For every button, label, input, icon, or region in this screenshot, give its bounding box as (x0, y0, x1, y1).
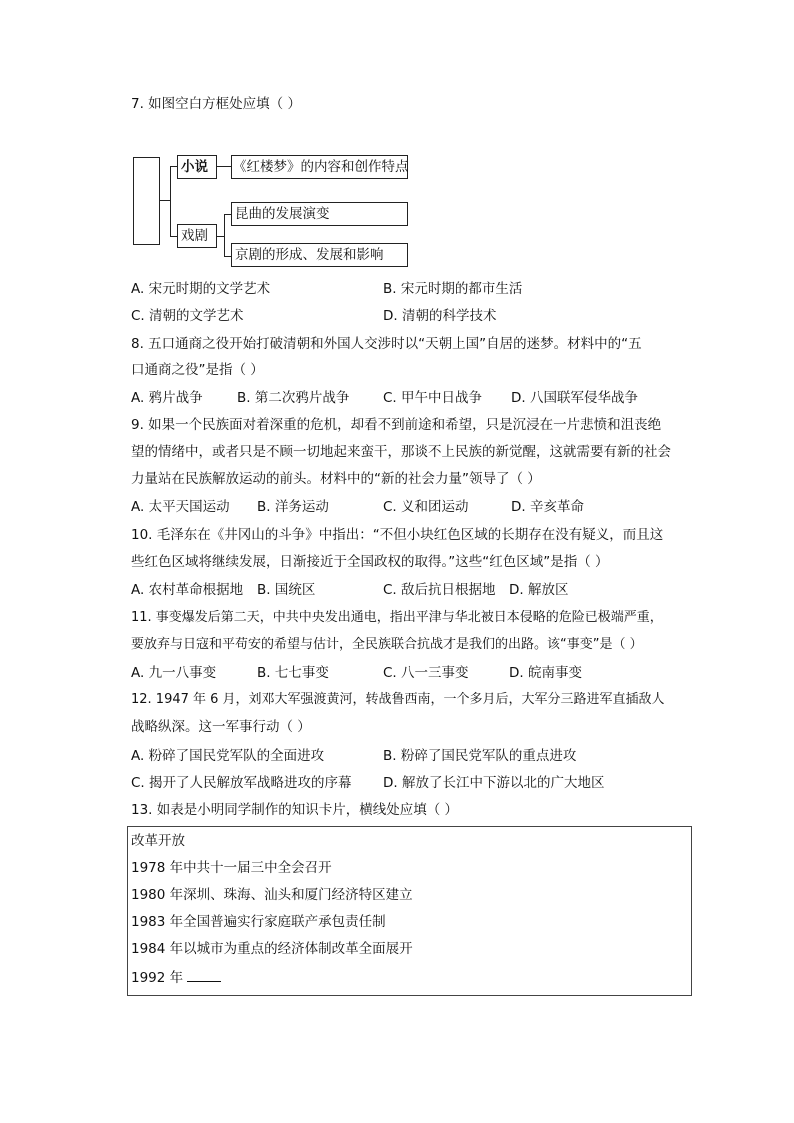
q12-option-d: D. 解放了长江中下游以北的广大地区 (383, 775, 605, 791)
card-title: 改革开放 (131, 833, 185, 849)
q9-option-d: D. 辛亥革命 (511, 499, 584, 515)
xiaoshuo-label: 小说 (181, 159, 208, 175)
q8-stem-line-2: 口通商之役”是指（ ） (131, 362, 264, 378)
q8-option-a: A. 鸦片战争 (131, 390, 203, 406)
q11-option-c: C. 八一三事变 (383, 665, 469, 681)
card-item-1984: 1984 年以城市为重点的经济体制改革全面展开 (131, 941, 413, 957)
q10-option-b: B. 国统区 (257, 582, 316, 598)
q8-option-c: C. 甲午中日战争 (383, 390, 483, 406)
q8-option-d: D. 八国联军侵华战争 (511, 390, 638, 406)
q11-stem-line-2: 要放弃与日寇和平苟安的希望与估计，全民族联合抗战才是我们的出路。该“事变”是（ ） (131, 637, 643, 652)
q8-stem-line-1: 8. 五口通商之役开始打破清朝和外国人交涉时以“天朝上国”自居的迷梦。材料中的“五 (131, 336, 642, 352)
card-item-1983: 1983 年全国普遍实行家庭联产承包责任制 (131, 914, 386, 930)
q7-stem: 7. 如图空白方框处应填（ ） (131, 96, 301, 112)
card-item-1992 (131, 967, 221, 988)
xiju-label: 戏剧 (181, 228, 208, 244)
q11-option-a: A. 九一八事变 (131, 665, 217, 681)
q11-option-d: D. 皖南事变 (509, 665, 582, 681)
q9-option-b: B. 洋务运动 (257, 499, 329, 515)
q8-option-b: B. 第二次鸦片战争 (237, 390, 350, 406)
q7-option-d: D. 清朝的科学技术 (383, 308, 497, 324)
q11-option-b: B. 七七事变 (257, 665, 329, 681)
q12-option-b: B. 粉碎了国民党军队的重点进攻 (383, 748, 577, 764)
q10-option-c: C. 敌后抗日根据地 (383, 582, 496, 598)
card-item-1978: 1978 年中共十一届三中全会召开 (131, 860, 332, 876)
q11-stem-line-1: 11. 事变爆发后第二天，中共中央发出通电，指出平津与华北被日本侵略的危险已极端严重， (131, 610, 663, 625)
q10-option-a: A. 农村革命根据地 (131, 582, 244, 598)
q7-option-c: C. 清朝的文学艺术 (131, 308, 244, 324)
answer-blank[interactable] (187, 967, 221, 982)
q9-stem-line-3: 力量站在民族解放运动的前头。材料中的“新的社会力量”领导了（ ） (131, 471, 541, 487)
q10-stem-line-1: 10. 毛泽东在《井冈山的斗争》中指出：“不但小块红色区域的长期存在没有疑义，而且这 (131, 527, 664, 543)
q12-option-c: C. 揭开了人民解放军战略进攻的序幕 (131, 775, 352, 791)
card-item-1980: 1980 年深圳、珠海、汕头和厦门经济特区建立 (131, 887, 413, 903)
q12-option-a: A. 粉碎了国民党军队的全面进攻 (131, 748, 325, 764)
card-item-1992-label: 1992 年 (131, 970, 184, 986)
q7-option-b: B. 宋元时期的都市生活 (383, 281, 523, 297)
q9-stem-line-2: 望的情绪中，或者只是不顾一切地起来蛮干，那谈不上民族的新觉醒，这就需要有新的社会 (131, 444, 671, 460)
q9-option-a: A. 太平天国运动 (131, 499, 230, 515)
kunqu-label: 昆曲的发展演变 (235, 206, 330, 222)
q12-stem-line-1: 12. 1947 年 6 月，刘邓大军强渡黄河，转战鲁西南，一个多月后，大军分三路进军直插敌人 (131, 692, 665, 707)
q10-stem-line-2: 些红色区域将继续发展，日渐接近于全国政权的取得。”这些“红色区域”是指（ ） (131, 554, 609, 570)
q9-stem-line-1: 9. 如果一个民族面对着深重的危机，却看不到前途和希望，只是沉浸在一片悲愤和沮丧绝 (131, 417, 662, 433)
q13-stem: 13. 如表是小明同学制作的知识卡片，横线处应填（ ） (131, 802, 459, 818)
q7-option-a: A. 宋元时期的文学艺术 (131, 281, 271, 297)
q12-stem-line-2: 战略纵深。这一军事行动（ ） (131, 719, 311, 735)
blank-box (133, 157, 160, 245)
hongloumeng-label: 《红楼梦》的内容和创作特点 (233, 159, 409, 175)
jingju-label: 京剧的形成、发展和影响 (235, 247, 384, 263)
q9-option-c: C. 义和团运动 (383, 499, 469, 515)
q10-option-d: D. 解放区 (509, 582, 569, 598)
